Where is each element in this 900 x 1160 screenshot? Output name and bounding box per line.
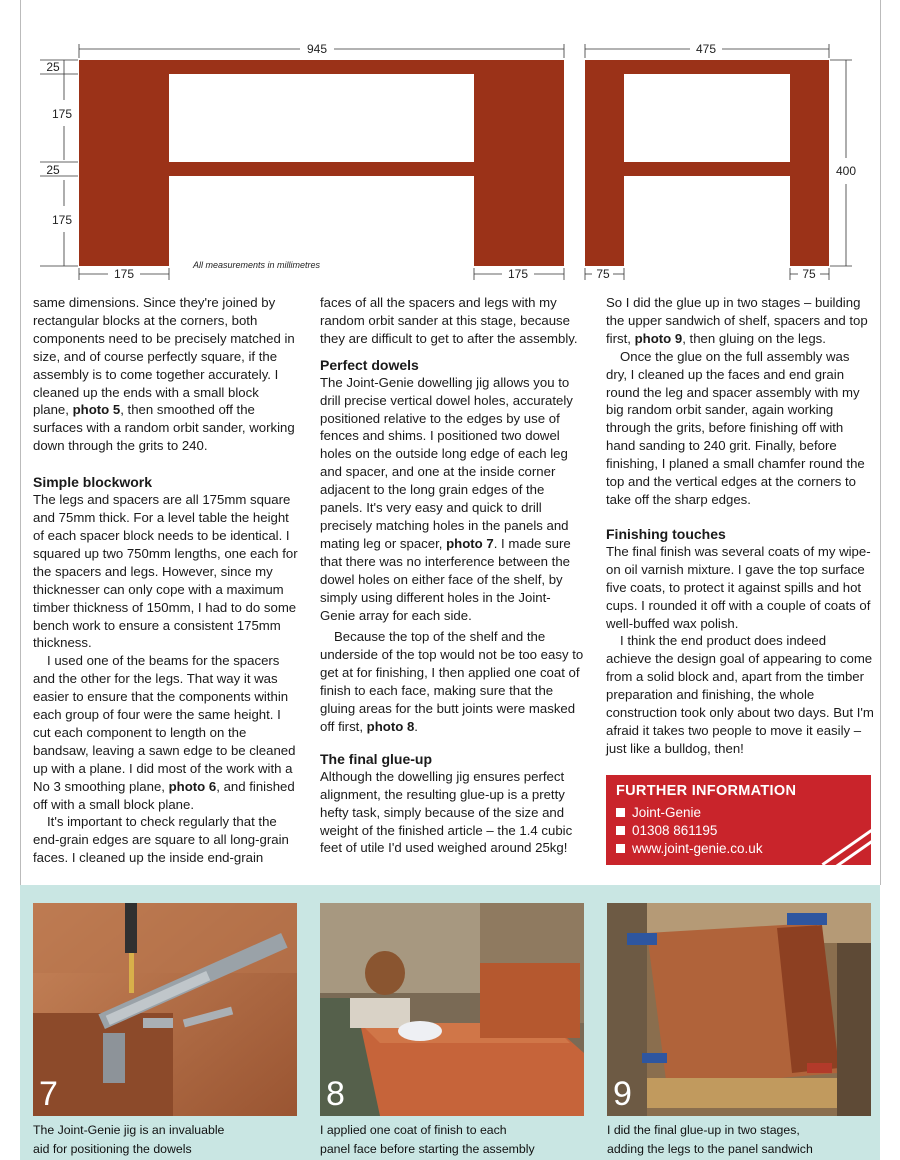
dimension-diagram (0, 0, 900, 290)
photo-7-dowelling-jig (33, 903, 297, 1116)
side-left-spacer (585, 74, 624, 162)
photo-8-caption: I applied one coat of finish to each panel face before starting the assembly (320, 1123, 535, 1156)
paragraph: So I did the glue up in two stages – building the upper sandwich of shelf, spacers and top first, photo 9, then gluing on the legs. (606, 295, 868, 346)
dim-left-leg-width: 175 (113, 267, 135, 281)
paragraph: It's important to check regularly that the end-grain edges are square to all long-grain faces. I cleaned up the inside end-grain (33, 814, 289, 866)
photo-8-applying-finish (320, 903, 584, 1116)
bullet-square-icon (616, 844, 625, 853)
side-top-board (585, 60, 829, 74)
info-item-website[interactable]: www.joint-genie.co.uk (616, 841, 763, 856)
paragraph: Once the glue on the full assembly was dry, I cleaned up the faces and end grain round the leg and spacer assembly with my big random orbit sander, again working through the grits, before finishing off with hand sanding to 240 grit. Finally, before finishing, I planed a small chamfer round the top and the vertical edges at the corners to take off the sharp edges. (606, 348, 865, 507)
section-heading: Finishing touches (606, 525, 726, 542)
paragraph: I think the end product does indeed achieve the design goal of appearing to come from a solid block and, apart from the timber preparation and finishing, the whole construction took only about two days. But I'm afraid it takes two people to move it easily – just like a bulldog, then! (606, 633, 874, 756)
bullet-square-icon (616, 808, 625, 817)
dim-shelf-thickness: 25 (46, 163, 60, 177)
side-left-leg (585, 176, 624, 266)
paragraph: The final finish was several coats of my wipe-on oil varnish mixture. I gave the top surface five coats, to protect it against spills and hot cups. I rounded it off with a couple of coats of well-buffed wax polish. (606, 543, 871, 631)
photo-reference: photo 6 (168, 778, 217, 794)
photo-number: 7 (39, 1075, 58, 1113)
paragraph: faces of all the spacers and legs with my random orbit sander at this stage, because they are difficult to get to after the assembly. (320, 295, 578, 346)
dim-side-right-width: 75 (802, 267, 816, 281)
text-column-2 (320, 294, 585, 857)
section-heading: Perfect dowels (320, 356, 419, 373)
paragraph: I used one of the beams for the spacers and the other for the legs. That way it was easier to ensure that the components within each group of four were the same height. I cut each component to length on the bandsaw, leaving a sawn edge to be cleaned up with a plane. I did most of the work with a No 3 smoothing plane, photo 6, and finished off with a small block plane. (33, 653, 296, 812)
paragraph: The legs and spacers are all 175mm square and 75mm thick. For a level table the height of each spacer block needs to be identical. I squared up two 750mm lengths, one each for the spacers and legs. However, since my thicknesser can only cope with a maximum timber thickness of 150mm, I had to do some bench work to ensure a consistent 175mm thickness. (33, 492, 298, 651)
side-right-leg (790, 176, 829, 266)
photo-9-caption: I did the final glue-up in two stages, adding the legs to the panel sandwich (607, 1123, 813, 1156)
photo-number: 8 (326, 1075, 345, 1113)
further-information-box (606, 775, 871, 865)
dim-lower-gap: 175 (51, 213, 73, 227)
dim-front-width: 945 (306, 42, 328, 56)
photo-8-image (320, 903, 584, 1116)
photo-7-image (33, 903, 297, 1116)
text-column-3 (606, 294, 874, 758)
front-elevation (79, 60, 564, 266)
photo-9-image (607, 903, 871, 1116)
side-shelf (585, 162, 829, 176)
front-left-leg (79, 176, 169, 266)
photo-reference: photo 8 (366, 718, 415, 734)
bullet-square-icon (616, 826, 625, 835)
further-information-title: FURTHER INFORMATION (616, 783, 797, 799)
decorative-stripe (824, 839, 871, 865)
paragraph: Because the top of the shelf and the underside of the top would not be too easy to get at for finishing, I then applied one coat of finish to each face, making sure that the gluing areas for the butt joints were masked off first, photo 8. (320, 629, 584, 734)
dim-top-thickness: 25 (46, 60, 60, 74)
paragraph: same dimensions. Since they're joined by rectangular blocks at the corners, both components need to be precisely matched in size, and of course perfectly square, if the assembly is to come together accurately. I cleaned up the ends with a small block plane, photo 5, then smoothed off the surfaces with a random orbit sander, working down through the grits to 240. (33, 295, 295, 454)
front-right-leg (474, 176, 564, 266)
info-item-company: Joint-Genie (616, 805, 701, 820)
side-elevation (585, 60, 829, 266)
measurement-note: All measurements in millimetres (193, 260, 321, 270)
photo-9-glue-up (607, 903, 871, 1116)
dim-right-leg-width: 175 (507, 267, 529, 281)
dim-upper-gap: 175 (51, 107, 73, 121)
photo-number: 9 (613, 1075, 632, 1113)
side-right-spacer (790, 74, 829, 162)
text-column-1 (33, 294, 298, 867)
section-heading: Simple blockwork (33, 474, 153, 491)
photo-reference: photo 5 (72, 402, 121, 418)
info-item-phone: 01308 861195 (616, 823, 717, 838)
dim-side-width: 475 (695, 42, 717, 56)
front-top-board (79, 60, 564, 74)
paragraph: Although the dowelling jig ensures perfect alignment, the resulting glue-up is a pretty hefty task, simply because of the size and weight of the finished article – the 1.4 cubic feet of utile I'd used weighed around 25kg! (320, 768, 573, 856)
paragraph: The Joint-Genie dowelling jig allows you to drill precise vertical dowel holes, accurately positioned relative to the edges by use of fences and shims. I positioned two dowel holes on the outside long edge of each leg and spacer, and one at the inside corner adjacent to the long grain edges of the panels. It's very easy and quick to drill precisely matching holes in the panels and mating leg or spacer, photo 7. I made sure that there was no interference between the dowel holes on either face of the shelf, by simply using different holes in the Joint-Genie array for each side. (320, 374, 573, 623)
dim-overall-height: 400 (835, 164, 857, 178)
photo-reference: photo 9 (634, 330, 683, 346)
photo-7-caption: The Joint-Genie jig is an invaluable aid for positioning the dowels (33, 1123, 225, 1156)
photo-reference: photo 7 (446, 535, 494, 551)
front-right-spacer (474, 74, 564, 162)
section-heading: The final glue-up (320, 750, 432, 767)
front-left-spacer (79, 74, 169, 162)
front-shelf (79, 162, 564, 176)
dim-side-left-width: 75 (596, 267, 610, 281)
